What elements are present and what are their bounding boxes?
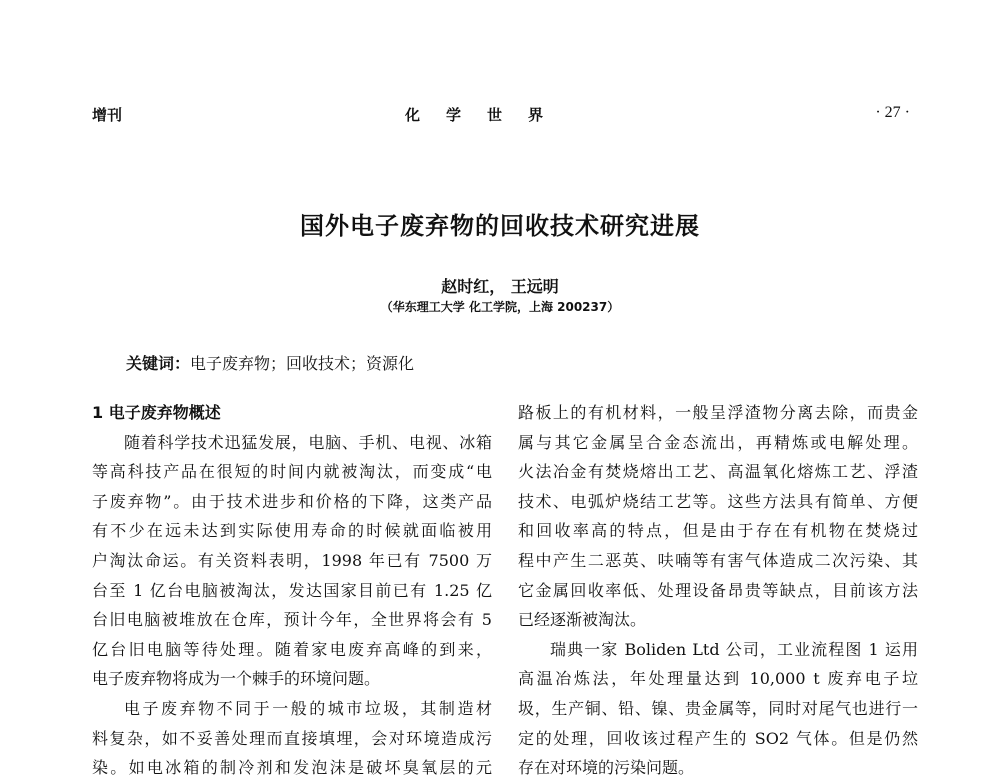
keywords <box>126 351 414 374</box>
body-line: 程中产生二恶英、呋喃等有害气体造成二次污染、其 <box>518 550 918 570</box>
section-heading: 1 电子废弃物概述 <box>92 403 221 422</box>
authors: 赵时红， 王远明 <box>441 277 559 296</box>
body-line: 亿台旧电脑等待处理。随着家电废弃高峰的到来， <box>92 639 492 659</box>
keywords-label: 关键词： <box>126 354 191 373</box>
body-line: 高温冶炼法，年处理量达到 10,000 t 废弃电子垃 <box>518 669 918 689</box>
body-line: 属与其它金属呈合金态流出，再精炼或电解处理。 <box>518 432 918 452</box>
right-column <box>518 398 918 783</box>
body-line: 火法冶金有焚烧熔出工艺、高温氧化熔炼工艺、浮渣 <box>518 462 918 482</box>
body-line: 瑞典一家 Boliden Ltd 公司，工业流程图 1 运用 <box>550 639 918 659</box>
body-line: 料复杂，如不妥善处理而直接填埋，会对环境造成污 <box>92 728 492 748</box>
body-line: 电子废弃物将成为一个棘手的环境问题。 <box>92 669 381 689</box>
body-line: 台至 1 亿台电脑被淘汰，发达国家目前已有 1.25 亿 <box>92 580 492 600</box>
body-line: 染。如电冰箱的制冷剂和发泡沫是破坏臭氧层的元 <box>92 758 492 778</box>
body-line: 户淘汰命运。有关资料表明，1998 年已有 7500 万 <box>92 550 492 570</box>
article-title: 国外电子废弃物的回收技术研究进展 <box>300 212 700 240</box>
journal-name: 化学世界 <box>405 106 570 124</box>
page-number: · 27 · <box>875 104 910 121</box>
body-line: 子废弃物”。由于技术进步和价格的下降，这类产品 <box>92 491 492 511</box>
body-line: 圾，生产铜、铅、镍、贵金属等，同时对尾气也进行一 <box>518 698 918 718</box>
body-line: 它金属回收率低、处理设备昂贵等缺点，目前该方法 <box>518 580 918 600</box>
body-line: 电子废弃物不同于一般的城市垃圾，其制造材 <box>124 698 492 718</box>
body-line: 等高科技产品在很短的时间内就被淘汰，而变成“电 <box>92 462 492 482</box>
journal-issue-label: 增刊 <box>92 106 123 124</box>
body-line: 和回收率高的特点，但是由于存在有机物在焚烧过 <box>518 521 918 541</box>
affiliation: （华东理工大学 化工学院，上海 200237） <box>380 300 620 314</box>
body-line: 存在对环境的污染问题。 <box>518 758 695 778</box>
body-line: 随着科学技术迅猛发展，电脑、手机、电视、冰箱 <box>124 432 492 452</box>
body-line: 路板上的有机材料，一般呈浮渣物分离去除，而贵金 <box>518 403 918 422</box>
body-line: 有不少在远未达到实际使用寿命的时候就面临被用 <box>92 521 492 541</box>
body-line: 技术、电弧炉烧结工艺等。这些方法具有简单、方便 <box>518 491 918 511</box>
keywords-text: 电子废弃物；回收技术；资源化 <box>190 354 415 373</box>
body-line: 台旧电脑被堆放在仓库，预计今年，全世界将会有 5 <box>92 610 492 630</box>
body-line: 已经逐渐被淘汰。 <box>518 610 647 630</box>
body-line: 定的处理，回收该过程产生的 SO2 气体。但是仍然 <box>518 728 918 748</box>
left-column <box>92 398 492 783</box>
